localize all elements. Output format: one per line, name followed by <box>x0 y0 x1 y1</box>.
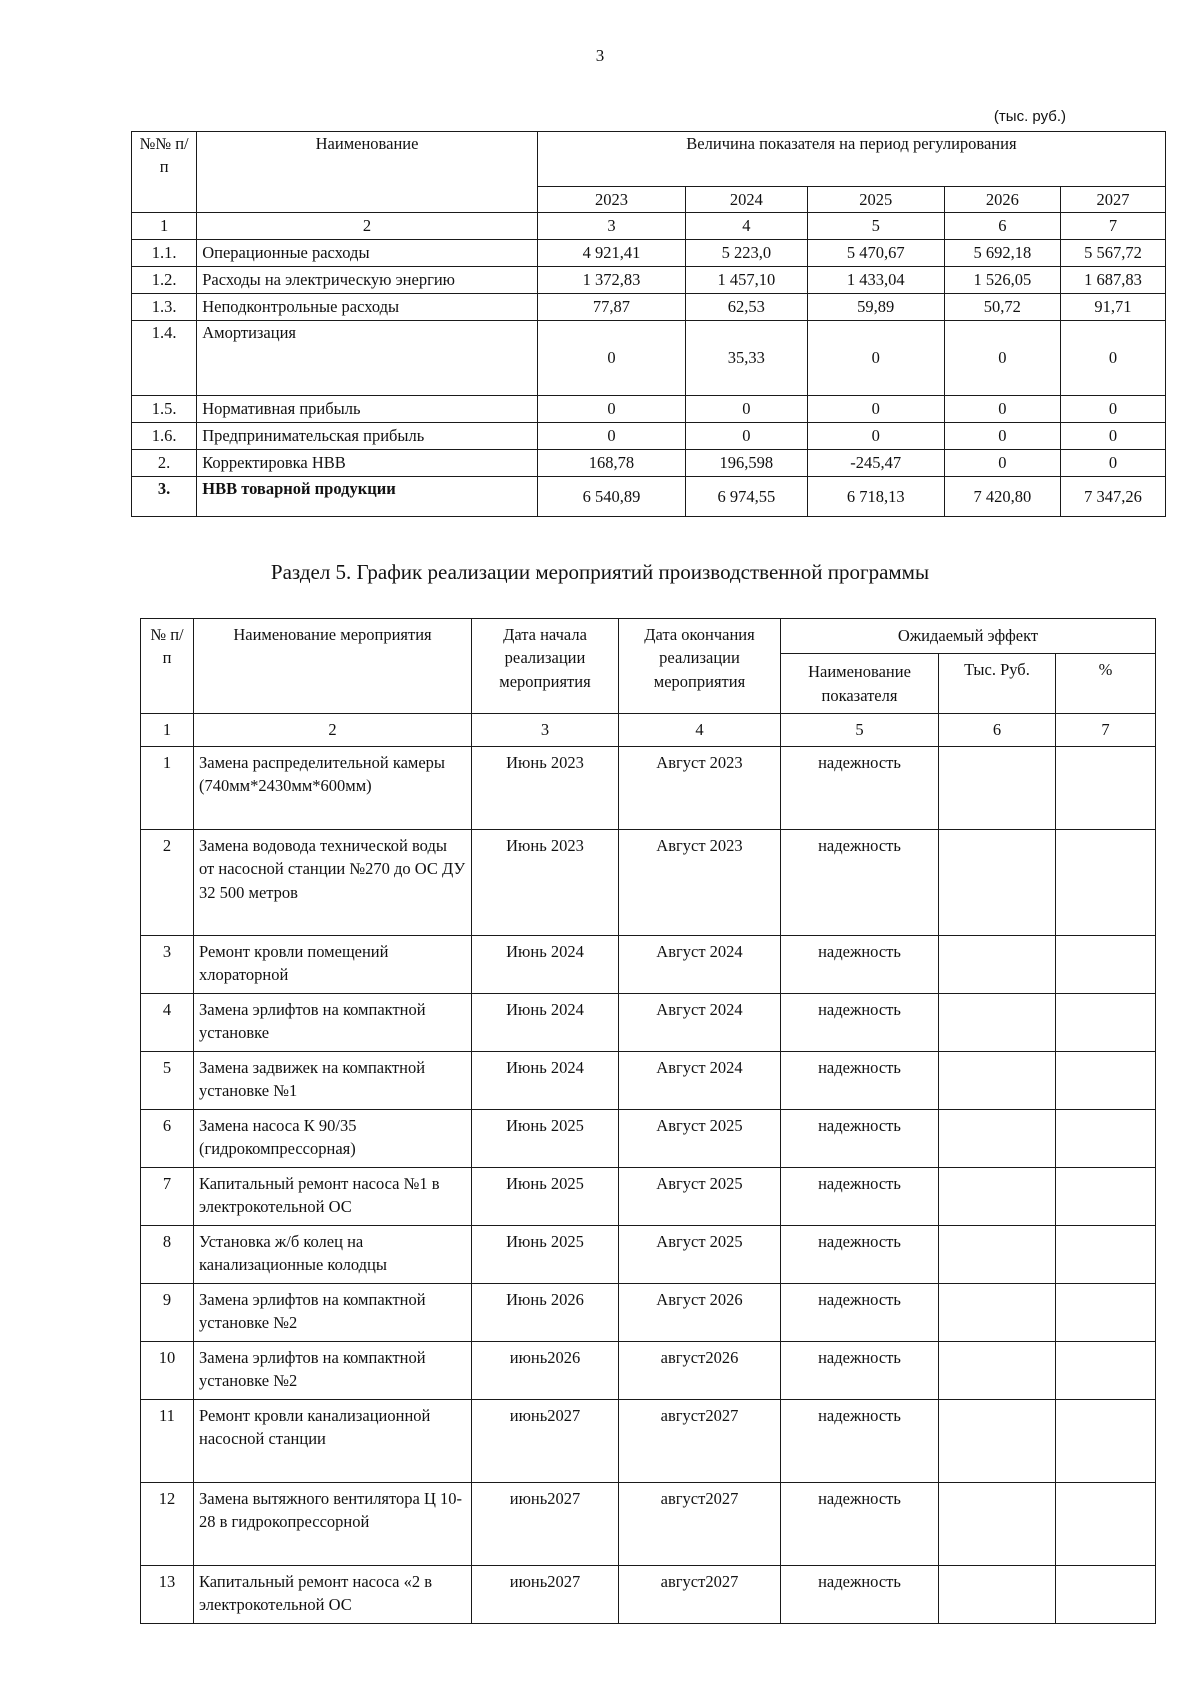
finance-row-value: 196,598 <box>686 450 808 477</box>
schedule-row <box>141 1566 1156 1624</box>
finance-row-total <box>132 477 1166 517</box>
schedule-row-rub <box>939 1400 1056 1483</box>
schedule-row-start: июнь2026 <box>472 1342 619 1400</box>
schedule-row-end: Август 2023 <box>619 747 781 830</box>
schedule-row-num: 13 <box>141 1566 194 1624</box>
schedule-row-percent <box>1056 1226 1156 1284</box>
schedule-row-name: Капитальный ремонт насоса №1 в электрокотельной ОС <box>194 1168 472 1226</box>
finance-row-num: 1.3. <box>132 294 197 321</box>
schedule-row-start: Июнь 2024 <box>472 994 619 1052</box>
schedule-row-end: август2027 <box>619 1566 781 1624</box>
finance-year: 2026 <box>944 187 1060 213</box>
finance-row-value: 0 <box>944 423 1060 450</box>
schedule-row-percent <box>1056 1284 1156 1342</box>
finance-row-value: 59,89 <box>807 294 944 321</box>
schedule-row-end: Август 2026 <box>619 1284 781 1342</box>
schedule-row-num: 8 <box>141 1226 194 1284</box>
schedule-header-effect: Ожидаемый эффект <box>781 619 1156 654</box>
page-number: 3 <box>595 46 605 65</box>
schedule-row-name: Ремонт кровли канализационной насосной станции <box>194 1400 472 1483</box>
schedule-row-rub <box>939 994 1056 1052</box>
finance-row-value: 0 <box>807 321 944 396</box>
finance-col-number: 7 <box>1060 213 1165 240</box>
schedule-row-percent <box>1056 747 1156 830</box>
schedule-row <box>141 1284 1156 1342</box>
schedule-row-rub <box>939 1342 1056 1400</box>
schedule-row-rub <box>939 1566 1056 1624</box>
schedule-row-rub <box>939 1284 1056 1342</box>
finance-row-value: 50,72 <box>944 294 1060 321</box>
schedule-row-indicator: надежность <box>781 1566 939 1624</box>
schedule-row-percent <box>1056 1483 1156 1566</box>
schedule-header-indicator: Наименование показателя <box>781 654 939 714</box>
units-note: (тыс. руб.) <box>993 108 1066 125</box>
finance-row-value: 0 <box>807 396 944 423</box>
finance-row <box>132 321 1166 396</box>
finance-table <box>131 131 1166 517</box>
finance-year: 2027 <box>1060 187 1165 213</box>
finance-row-name: Нормативная прибыль <box>197 396 538 423</box>
schedule-table <box>140 618 1156 1624</box>
schedule-row-rub <box>939 1168 1056 1226</box>
finance-row-name: Корректировка НВВ <box>197 450 538 477</box>
schedule-row-num: 2 <box>141 830 194 936</box>
finance-row-value: 6 540,89 <box>537 477 685 517</box>
schedule-row <box>141 1342 1156 1400</box>
finance-row-name: Расходы на электрическую энергию <box>197 267 538 294</box>
schedule-row-num: 7 <box>141 1168 194 1226</box>
finance-row-value: 1 372,83 <box>537 267 685 294</box>
finance-row-num: 1.6. <box>132 423 197 450</box>
schedule-row-indicator: надежность <box>781 1483 939 1566</box>
schedule-row-rub <box>939 747 1056 830</box>
schedule-header-start: Дата начала реализации мероприятия <box>472 619 619 714</box>
finance-row-name: НВВ товарной продукции <box>197 477 538 517</box>
finance-row <box>132 423 1166 450</box>
finance-row-name: Предпринимательская прибыль <box>197 423 538 450</box>
schedule-row-rub <box>939 1052 1056 1110</box>
finance-row-name: Неподконтрольные расходы <box>197 294 538 321</box>
finance-row-value: 0 <box>537 423 685 450</box>
finance-year: 2023 <box>537 187 685 213</box>
schedule-row-start: Июнь 2025 <box>472 1168 619 1226</box>
schedule-row-num: 10 <box>141 1342 194 1400</box>
schedule-row-percent <box>1056 830 1156 936</box>
finance-col-number: 6 <box>944 213 1060 240</box>
finance-row-value: 0 <box>944 396 1060 423</box>
schedule-row-indicator: надежность <box>781 1168 939 1226</box>
schedule-row <box>141 1168 1156 1226</box>
section-title: Раздел 5. График реализации мероприятий производственной программы <box>270 560 930 584</box>
finance-header-value-period: Величина показателя на период регулирования <box>537 132 1165 187</box>
finance-row <box>132 267 1166 294</box>
schedule-row-num: 9 <box>141 1284 194 1342</box>
schedule-col-number: 6 <box>939 714 1056 747</box>
finance-col-number: 2 <box>197 213 538 240</box>
schedule-row-indicator: надежность <box>781 1342 939 1400</box>
finance-row-num: 3. <box>132 477 197 517</box>
finance-row-value: 0 <box>944 321 1060 396</box>
finance-row-value: 35,33 <box>686 321 808 396</box>
schedule-row-start: Июнь 2024 <box>472 936 619 994</box>
schedule-row-indicator: надежность <box>781 747 939 830</box>
finance-row-value: 5 470,67 <box>807 240 944 267</box>
finance-row-value: 77,87 <box>537 294 685 321</box>
schedule-row-percent <box>1056 1052 1156 1110</box>
schedule-row-num: 1 <box>141 747 194 830</box>
finance-row-name: Операционные расходы <box>197 240 538 267</box>
schedule-row-start: Июнь 2023 <box>472 830 619 936</box>
schedule-row-end: август2026 <box>619 1342 781 1400</box>
schedule-col-number: 2 <box>194 714 472 747</box>
schedule-row-end: Август 2025 <box>619 1110 781 1168</box>
schedule-col-number: 7 <box>1056 714 1156 747</box>
schedule-row <box>141 830 1156 936</box>
finance-row-num: 2. <box>132 450 197 477</box>
schedule-row <box>141 1400 1156 1483</box>
finance-row-value: 0 <box>686 396 808 423</box>
finance-row-value: 1 687,83 <box>1060 267 1165 294</box>
schedule-row-start: Июнь 2024 <box>472 1052 619 1110</box>
schedule-row-num: 3 <box>141 936 194 994</box>
schedule-row <box>141 747 1156 830</box>
schedule-row-start: июнь2027 <box>472 1566 619 1624</box>
schedule-row-name: Замена задвижек на компактной установке №1 <box>194 1052 472 1110</box>
schedule-row-percent <box>1056 1400 1156 1483</box>
finance-col-number: 5 <box>807 213 944 240</box>
schedule-row-name: Замена распределительной камеры (740мм*2430мм*600мм) <box>194 747 472 830</box>
schedule-row-rub <box>939 1110 1056 1168</box>
schedule-row-percent <box>1056 994 1156 1052</box>
schedule-row-name: Замена насоса К 90/35 (гидрокомпрессорная) <box>194 1110 472 1168</box>
finance-row-num: 1.4. <box>132 321 197 396</box>
schedule-row <box>141 1483 1156 1566</box>
finance-row-value: 1 433,04 <box>807 267 944 294</box>
finance-row-value: -245,47 <box>807 450 944 477</box>
finance-row-value: 0 <box>686 423 808 450</box>
schedule-row-name: Замена эрлифтов на компактной установке №2 <box>194 1342 472 1400</box>
schedule-row-name: Замена эрлифтов на компактной установке №2 <box>194 1284 472 1342</box>
schedule-row-end: август2027 <box>619 1400 781 1483</box>
schedule-row <box>141 936 1156 994</box>
finance-row-value: 91,71 <box>1060 294 1165 321</box>
schedule-header-name: Наименование мероприятия <box>194 619 472 714</box>
schedule-row-indicator: надежность <box>781 994 939 1052</box>
schedule-row-indicator: надежность <box>781 1052 939 1110</box>
schedule-row <box>141 994 1156 1052</box>
finance-row-value: 7 347,26 <box>1060 477 1165 517</box>
schedule-row <box>141 1052 1156 1110</box>
schedule-col-number: 4 <box>619 714 781 747</box>
schedule-row-start: Июнь 2026 <box>472 1284 619 1342</box>
schedule-row-indicator: надежность <box>781 830 939 936</box>
finance-col-number: 3 <box>537 213 685 240</box>
finance-row-value: 5 223,0 <box>686 240 808 267</box>
schedule-row-num: 6 <box>141 1110 194 1168</box>
finance-row-value: 6 718,13 <box>807 477 944 517</box>
finance-row-value: 0 <box>944 450 1060 477</box>
finance-year: 2025 <box>807 187 944 213</box>
schedule-header-rub: Тыс. Руб. <box>939 654 1056 714</box>
schedule-row-end: Август 2025 <box>619 1226 781 1284</box>
schedule-header-end: Дата окончания реализации мероприятия <box>619 619 781 714</box>
schedule-row-num: 11 <box>141 1400 194 1483</box>
schedule-row-percent <box>1056 1168 1156 1226</box>
schedule-row-percent <box>1056 1110 1156 1168</box>
finance-row-value: 0 <box>1060 423 1165 450</box>
schedule-row-name: Замена эрлифтов на компактной установке <box>194 994 472 1052</box>
finance-row-value: 0 <box>1060 450 1165 477</box>
schedule-row-start: июнь2027 <box>472 1483 619 1566</box>
finance-row-value: 0 <box>537 321 685 396</box>
finance-header-name: Наименование <box>197 132 538 213</box>
schedule-row-start: Июнь 2025 <box>472 1110 619 1168</box>
finance-header-num: №№ п/п <box>132 132 197 213</box>
schedule-row-start: Июнь 2025 <box>472 1226 619 1284</box>
finance-row <box>132 450 1166 477</box>
finance-year: 2024 <box>686 187 808 213</box>
schedule-row-num: 12 <box>141 1483 194 1566</box>
finance-row-value: 168,78 <box>537 450 685 477</box>
finance-row-value: 0 <box>537 396 685 423</box>
finance-row-num: 1.2. <box>132 267 197 294</box>
schedule-row-name: Капитальный ремонт насоса «2 в электрокотельной ОС <box>194 1566 472 1624</box>
schedule-row-indicator: надежность <box>781 1226 939 1284</box>
finance-row-value: 0 <box>1060 396 1165 423</box>
finance-row-value: 0 <box>807 423 944 450</box>
schedule-row-num: 4 <box>141 994 194 1052</box>
schedule-row-end: Август 2024 <box>619 994 781 1052</box>
schedule-row-end: Август 2025 <box>619 1168 781 1226</box>
schedule-row-name: Замена водовода технической воды от насосной станции №270 до ОС ДУ 32 500 метров <box>194 830 472 936</box>
schedule-row-indicator: надежность <box>781 936 939 994</box>
finance-row-value: 62,53 <box>686 294 808 321</box>
finance-row <box>132 396 1166 423</box>
schedule-row <box>141 1110 1156 1168</box>
schedule-row-name: Ремонт кровли помещений хлораторной <box>194 936 472 994</box>
schedule-header-num: № п/п <box>141 619 194 714</box>
schedule-row-end: август2027 <box>619 1483 781 1566</box>
schedule-col-number: 1 <box>141 714 194 747</box>
schedule-row-rub <box>939 1483 1056 1566</box>
finance-row-value: 6 974,55 <box>686 477 808 517</box>
finance-row-num: 1.1. <box>132 240 197 267</box>
finance-col-number: 1 <box>132 213 197 240</box>
finance-col-number: 4 <box>686 213 808 240</box>
schedule-row-indicator: надежность <box>781 1110 939 1168</box>
finance-row-value: 1 526,05 <box>944 267 1060 294</box>
finance-row-value: 1 457,10 <box>686 267 808 294</box>
finance-row-name: Амортизация <box>197 321 538 396</box>
schedule-row-percent <box>1056 1342 1156 1400</box>
schedule-row-percent <box>1056 936 1156 994</box>
schedule-row-rub <box>939 1226 1056 1284</box>
schedule-row-percent <box>1056 1566 1156 1624</box>
schedule-row-indicator: надежность <box>781 1400 939 1483</box>
finance-row-value: 5 567,72 <box>1060 240 1165 267</box>
schedule-col-number: 5 <box>781 714 939 747</box>
finance-row-value: 0 <box>1060 321 1165 396</box>
finance-row-num: 1.5. <box>132 396 197 423</box>
finance-row-value: 7 420,80 <box>944 477 1060 517</box>
finance-row-value: 5 692,18 <box>944 240 1060 267</box>
schedule-row-rub <box>939 936 1056 994</box>
finance-row <box>132 294 1166 321</box>
schedule-header-percent: % <box>1056 654 1156 714</box>
schedule-row-end: Август 2024 <box>619 1052 781 1110</box>
schedule-row-indicator: надежность <box>781 1284 939 1342</box>
schedule-col-number: 3 <box>472 714 619 747</box>
schedule-row-num: 5 <box>141 1052 194 1110</box>
schedule-row-end: Август 2024 <box>619 936 781 994</box>
finance-row-value: 4 921,41 <box>537 240 685 267</box>
schedule-row-start: июнь2027 <box>472 1400 619 1483</box>
schedule-row <box>141 1226 1156 1284</box>
schedule-row-rub <box>939 830 1056 936</box>
schedule-row-name: Замена вытяжного вентилятора Ц 10-28 в гидрокопрессорной <box>194 1483 472 1566</box>
schedule-row-start: Июнь 2023 <box>472 747 619 830</box>
schedule-row-name: Установка ж/б колец на канализационные колодцы <box>194 1226 472 1284</box>
schedule-row-end: Август 2023 <box>619 830 781 936</box>
finance-row <box>132 240 1166 267</box>
